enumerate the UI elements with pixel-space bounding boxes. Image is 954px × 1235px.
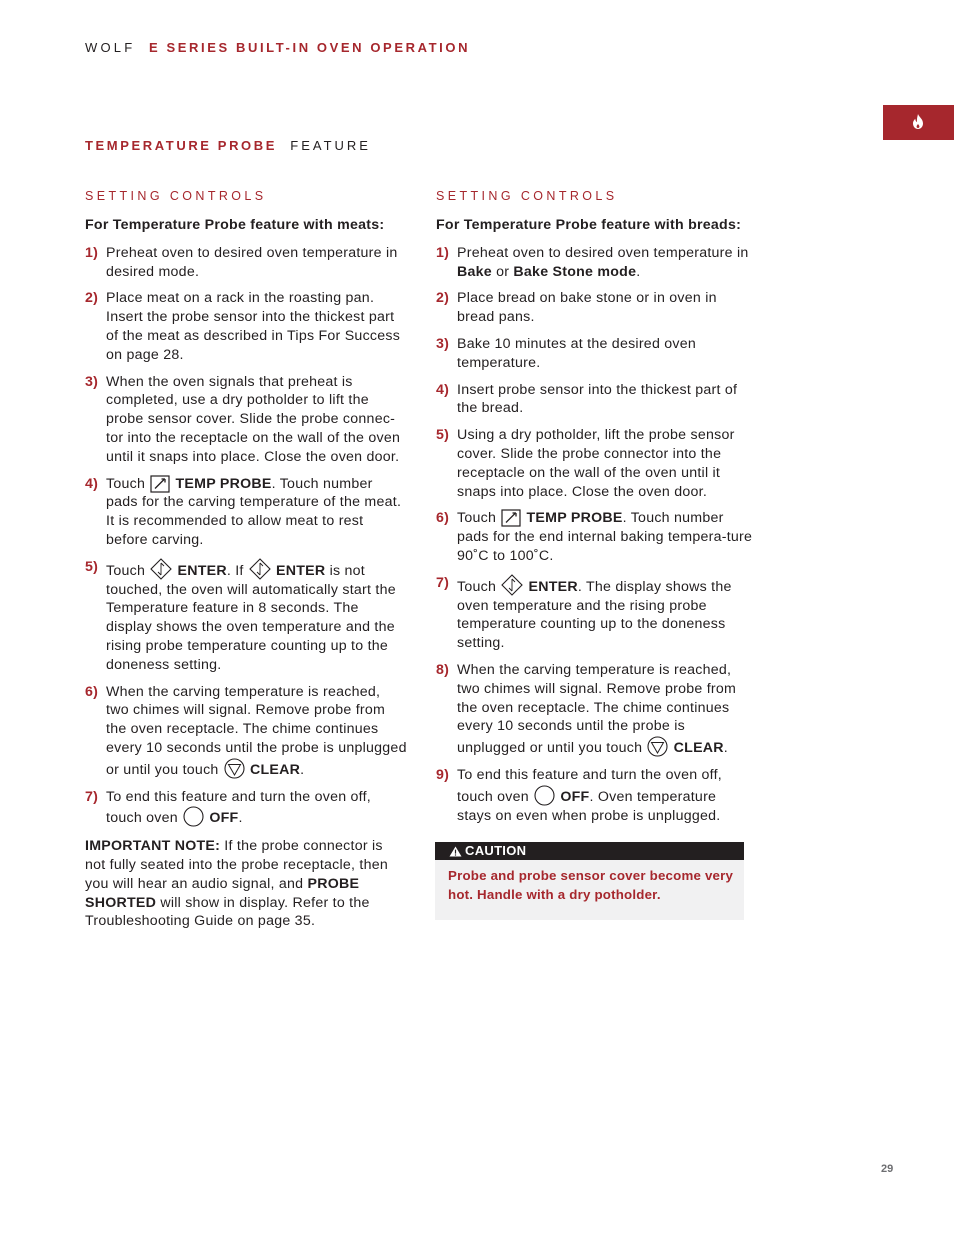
step-number: 7) [436, 574, 450, 591]
key-label: OFF [209, 810, 239, 827]
step-text: Place meat on a rack in the roasting pan. Insert the probe sensor into the thickest part of the meat as described in Tips For Success on page 28. [106, 290, 401, 363]
step-number: 7) [85, 788, 99, 805]
section-title-emphasis: TEMPERATURE PROBE [85, 138, 278, 153]
meats-steps [85, 244, 407, 828]
key-label: OFF [560, 788, 590, 805]
warning-icon [449, 846, 462, 857]
off-key-icon [534, 785, 555, 806]
temp-probe-key-icon [501, 509, 521, 527]
meats-step-2 [85, 289, 407, 364]
step-number: 1) [436, 244, 450, 261]
step-number: 1) [85, 244, 99, 261]
section-title [85, 138, 371, 153]
breads-step-3: 3) Bake 10 minutes at the desired oven temperature. [436, 335, 697, 371]
clear-key-icon [647, 736, 668, 757]
page-number: 29 [881, 1163, 894, 1175]
breads-column [436, 187, 754, 833]
breads-step-9: 9) To end this feature and turn the oven off, touch oven OFF. Oven temperature stays on even when probe is unplugged. [436, 766, 723, 824]
key-label: CLEAR [249, 761, 301, 778]
breads-step-5: 5) Using a dry potholder, lift the probe sensor cover. Slide the probe connector into the receptacle on the wall of the oven until it snaps into place. Close the oven door. [436, 427, 735, 500]
meats-step-6: 6) When the carving temperature is reached, two chimes will signal. Remove probe from the oven receptacle. The chime continues every 10 seconds until the probe is unplugged or until you touch CLEAR. [85, 683, 407, 778]
step-number: 6) [85, 683, 99, 700]
meats-step-4: 4) Touch TEMP PROBE. Touch number pads for the carving temperature of the meat. It is recommended to allow meat to rest before carving. [85, 475, 402, 548]
meats-step-7: 7) To end this feature and turn the oven off, touch oven OFF. [85, 788, 372, 827]
left-lead: For Temperature Probe feature with meats: [85, 217, 385, 233]
step-number: 3) [85, 373, 99, 390]
header-brand: WOLF [85, 40, 136, 55]
right-subhead: SETTING CONTROLS [436, 189, 618, 203]
clear-key-icon [224, 758, 245, 779]
meats-step-3 [85, 373, 407, 467]
key-label: ENTER [528, 578, 578, 595]
step-number: 5) [436, 427, 450, 444]
important-note: IMPORTANT NOTE: If the probe connector is not fully seated into the probe receptacle, then you will hear an audio signal, and PROBE SHORTED will show in display. Refer to the Troubleshooting Guide on page 35. [85, 838, 389, 930]
key-label: TEMP PROBE [175, 475, 272, 492]
right-lead: For Temperature Probe feature with breads: [436, 217, 742, 233]
caution-bar [435, 842, 744, 860]
step-number: 4) [436, 381, 450, 398]
temp-probe-key-icon [150, 475, 170, 493]
step-number: 3) [436, 335, 450, 352]
meats-column [85, 187, 407, 931]
caution-label: CAUTION [465, 843, 527, 858]
breads-step-6: 6) Touch TEMP PROBE. Touch number pads for the end internal baking tempera-ture 90˚C to 100˚C. [436, 510, 753, 564]
section-title-rest: FEATURE [290, 138, 371, 153]
breads-step-8: 8) When the carving temperature is reached, two chimes will signal. Remove probe from the oven receptacle. The chime continues every 10 seconds until the probe is unplugged or until you touch CLEAR. [436, 661, 737, 757]
breads-step-1: 1) Preheat oven to desired oven temperature in Bake or Bake Stone mode. [436, 244, 749, 280]
step-number: 2) [85, 290, 99, 307]
breads-step-2: 2) Place bread on bake stone or in oven in bread pans. [436, 290, 717, 326]
step-text: When the oven signals that preheat is completed, use a dry potholder to lift the probe sensor cover. Slide the probe connec-tor into the receptacle on the wall of the oven until it snaps into place. Close the oven door. [106, 373, 401, 465]
meats-step-5: 5) Touch ENTER. If ENTER is not touched, the oven will automatically start the Temperature feature in 8 seconds. The display shows the oven temperature and the rising probe temperature counting up to the doneness setting. [85, 558, 396, 673]
key-label: TEMP PROBE [526, 510, 623, 527]
step-number: 6) [436, 510, 450, 527]
key-label: ENTER [177, 562, 227, 579]
breads-steps [436, 244, 754, 826]
header-title: E SERIES BUILT-IN OVEN OPERATION [148, 40, 471, 55]
step-number: 2) [436, 290, 450, 307]
running-header [85, 40, 470, 55]
note-label: IMPORTANT NOTE: [85, 838, 221, 855]
section-tab [883, 105, 954, 140]
step-number: 8) [436, 661, 450, 678]
off-key-icon [183, 806, 204, 827]
step-number: 9) [436, 766, 450, 783]
step-number: 4) [85, 475, 99, 492]
enter-key-icon [501, 574, 523, 596]
step-number: 5) [85, 558, 99, 575]
breads-step-4: 4) Insert probe sensor into the thickest part of the bread. [436, 381, 738, 417]
breads-step-7: 7) Touch ENTER. The display shows the oven temperature and the rising probe temperature counting up to the doneness setting. [436, 574, 732, 652]
step-text: Preheat oven to desired oven temperature in desired mode. [106, 244, 398, 280]
enter-key-icon [249, 558, 271, 580]
meats-step-1 [85, 244, 407, 282]
left-subhead: SETTING CONTROLS [85, 189, 267, 203]
key-label: ENTER [276, 562, 326, 579]
key-label: CLEAR [673, 740, 724, 757]
caution-text: Probe and probe sensor cover become very hot. Handle with a dry potholder. [448, 868, 734, 902]
caution-box [435, 842, 744, 920]
flame-icon [912, 114, 924, 129]
enter-key-icon [150, 558, 172, 580]
